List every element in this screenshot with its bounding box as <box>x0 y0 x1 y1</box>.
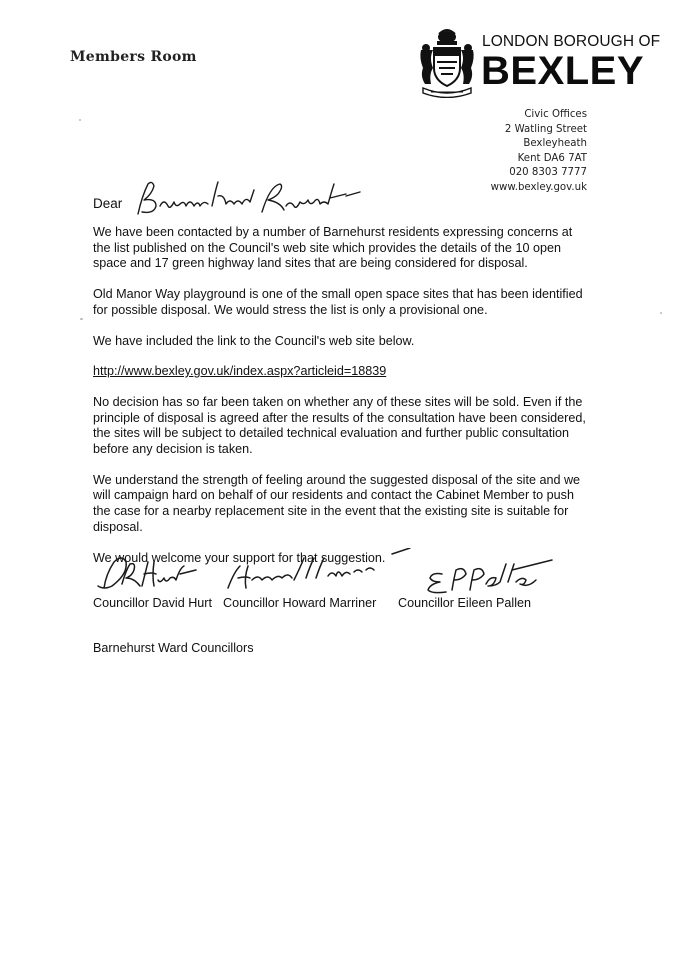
address-line: Kent DA6 7AT <box>517 152 587 164</box>
paragraph: Old Manor Way playground is one of the small open space sites that has been identified for possible disposal. We would stress the list is only a provisional one. <box>93 287 583 317</box>
scan-speck <box>79 119 81 121</box>
closing-line: Barnehurst Ward Councillors <box>93 641 254 655</box>
address-line: Bexleyheath <box>523 138 587 149</box>
address-block <box>491 108 587 195</box>
scan-speck <box>660 312 662 314</box>
paragraph: We have included the link to the Council's web site below. <box>93 333 415 348</box>
paragraph: We would welcome your support for that suggestion. <box>93 550 386 565</box>
address-line: Civic Offices <box>524 109 587 120</box>
signatory-name: Councillor Howard Marriner <box>223 596 377 610</box>
paragraph: No decision has so far been taken on whether any of these sites will be sold. Even if the principle of disposal is agreed after the results of the consultation have been considered, the sites will be subject to detailed technical evaluation and further public consultation before any decision is taken. <box>93 394 586 457</box>
address-line: 2 Watling Street <box>504 123 587 135</box>
address-website: www.bexley.gov.uk <box>490 181 587 193</box>
letter-body <box>93 225 593 581</box>
salutation: Dear <box>93 196 123 211</box>
paragraph: We have been contacted by a number of Barnehurst residents expressing concerns at the list published on the Council's web site which provides the details of the 10 open space and 17 green highway land sites that are being considered for disposal. <box>93 225 573 271</box>
signatory-name: Councillor Eileen Pallen <box>398 596 532 610</box>
handwritten-addressee <box>134 176 364 222</box>
bexley-crest-logo <box>417 28 477 98</box>
handwritten-signatures <box>92 548 562 600</box>
members-room-heading: Members Room <box>70 49 197 65</box>
scan-speck <box>80 318 83 320</box>
council-web-link[interactable]: http://www.bexley.gov.uk/index.aspx?articleid=18839 <box>93 364 387 379</box>
council-name-large: BEXLEY <box>481 49 645 93</box>
signatory-name: Councillor David Hurt <box>93 596 212 610</box>
address-phone: 020 8303 7777 <box>509 167 587 178</box>
paragraph: We understand the strength of feeling around the suggested disposal of the site and we will campaign hard on behalf of our residents and contact the Cabinet Member to push the case for a nearby replacement site in the event that the existing site is suitable for disposal. <box>93 472 581 534</box>
council-name-small: LONDON BOROUGH OF <box>482 33 661 50</box>
